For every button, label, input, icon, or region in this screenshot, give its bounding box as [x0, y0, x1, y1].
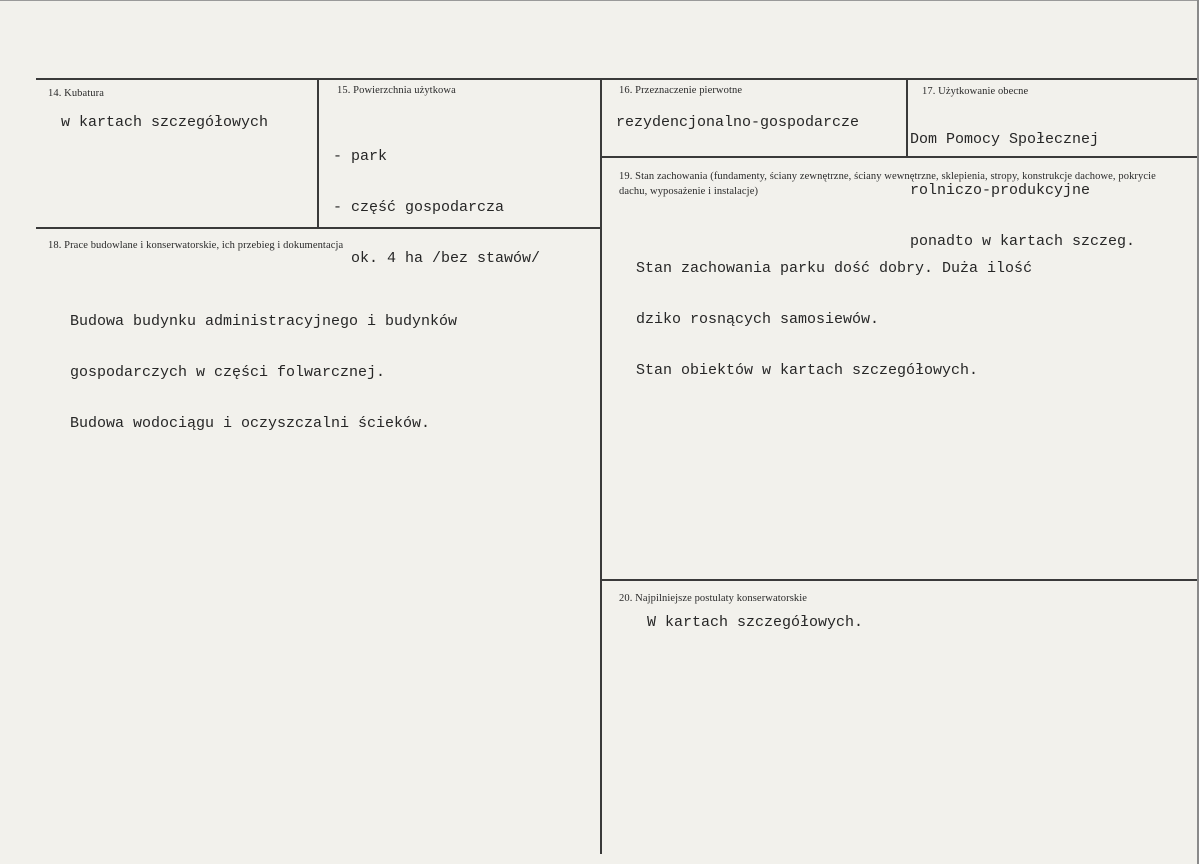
field-20-value: W kartach szczegółowych.	[647, 614, 864, 631]
field-16-value: rezydencjonalno-gospodarcze	[616, 114, 860, 131]
field-17-line: ponadto w kartach szczeg.	[910, 233, 1136, 250]
field-14-label: 14. Kubatura	[48, 88, 105, 99]
grid-line-14-15-divider	[317, 78, 319, 228]
field-16-label: 16. Przeznaczenie pierwotne	[619, 85, 743, 96]
field-18-line: gospodarczych w części folwarcznej.	[70, 364, 386, 381]
field-15-value	[333, 114, 540, 301]
field-18-line: Budowa wodociągu i oczyszczalni ścieków.	[70, 415, 431, 432]
grid-line-16-bottom	[601, 156, 907, 158]
field-15-label: 15. Powierzchnia użytkowa	[337, 85, 456, 96]
grid-line-16-17-divider	[906, 78, 908, 157]
field-18-line: Budowa budynku administracyjnego i budynków	[70, 313, 458, 330]
field-17-label: 17. Użytkowanie obecne	[922, 86, 1029, 97]
field-18-value	[70, 279, 457, 466]
field-14-value: w kartach szczegółowych	[61, 114, 269, 131]
field-19-value	[636, 226, 1032, 413]
field-17-line: rolniczo-produkcyjne	[910, 182, 1091, 199]
grid-line-center-divider	[600, 78, 602, 854]
field-15-line: ok. 4 ha /bez stawów/	[333, 250, 541, 267]
scan-top-edge	[0, 0, 1199, 1]
field-19-label: 19. Stan zachowania (fundamenty, ściany zewnętrzne, ściany wewnętrzne, sklepienia, stropy, konstrukcje dachowe, pokrycie dachu, wyposażenie i instalacje)	[619, 171, 1156, 197]
grid-line-top	[36, 78, 1197, 80]
field-18-label: 18. Prace budowlane i konserwatorskie, ich przebieg i dokumentacja	[48, 240, 344, 251]
field-19-line: Stan obiektów w kartach szczegółowych.	[636, 362, 979, 379]
field-19-line: Stan zachowania parku dość dobry. Duża ilość	[636, 260, 1033, 277]
field-20-label: 20. Najpilniejsze postulaty konserwatorskie	[619, 593, 808, 604]
grid-line-19-bottom	[601, 579, 1197, 581]
field-15-line: - część gospodarcza	[333, 199, 505, 216]
field-19-line: dziko rosnących samosiewów.	[636, 311, 880, 328]
field-17-line: Dom Pomocy Społecznej	[910, 131, 1100, 148]
field-15-line: - park	[333, 148, 388, 165]
